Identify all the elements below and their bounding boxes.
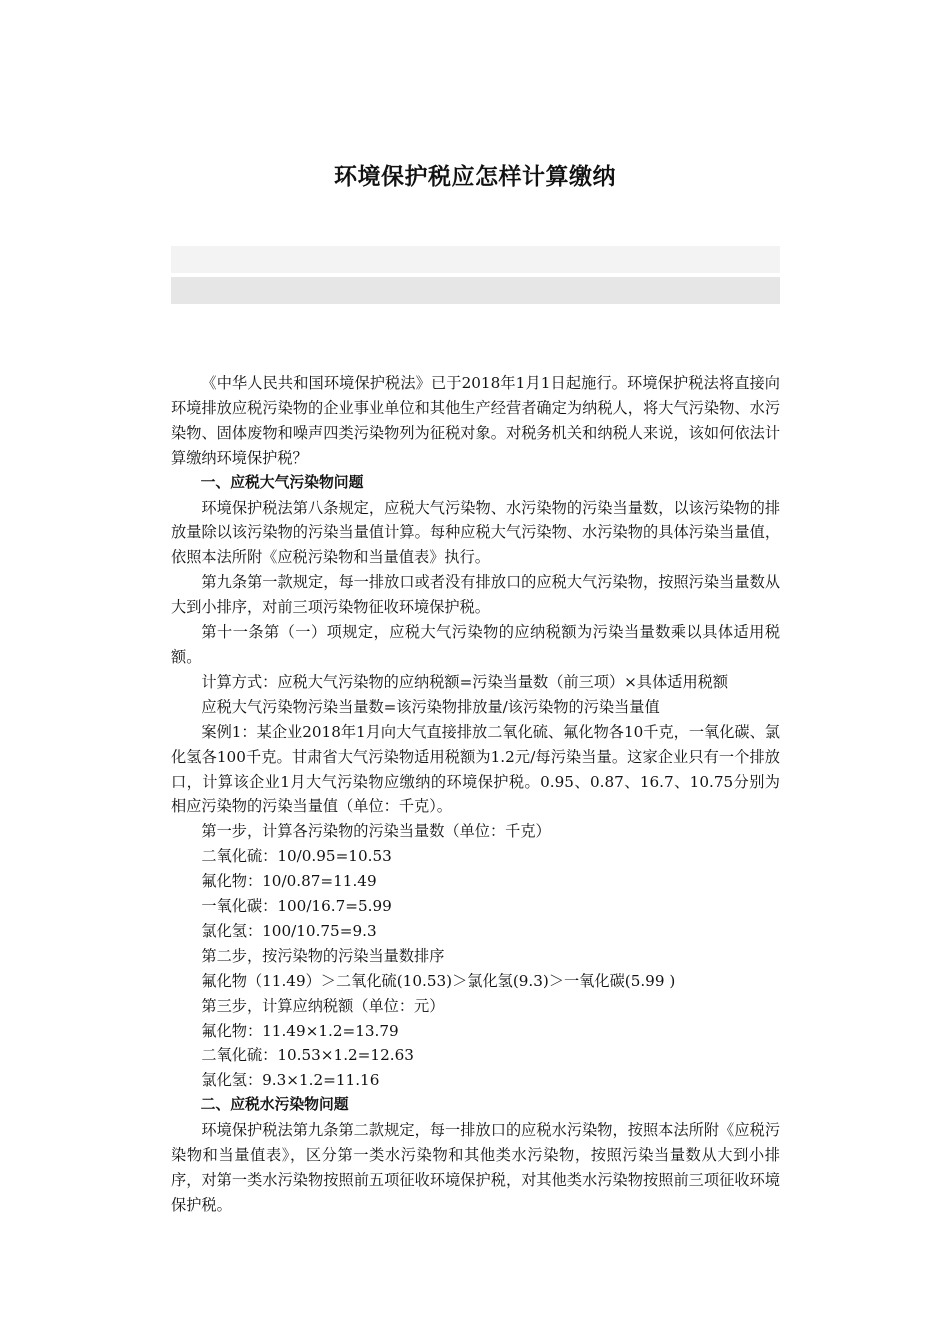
formula-tax-amount: 计算方式：应税大气污染物的应纳税额=污染当量数（前三项）×具体适用税额 <box>201 672 729 691</box>
paragraph-article-11: 第十一条第（一）项规定，应税大气污染物的应纳税额为污染当量数乘以具体适用税额。 <box>171 623 780 666</box>
calc-hydrogen-chloride: 氯化氢：100/10.75=9.3 <box>201 921 377 940</box>
document-body <box>171 371 780 1218</box>
formula-pollution-equivalent: 应税大气污染物污染当量数=该污染物排放量/该污染物的污染当量值 <box>201 697 660 716</box>
ranking-line: 氟化物（11.49）＞二氧化硫(10.53)＞氯化氢(9.3)＞一氧化碳(5.99 ) <box>201 971 676 990</box>
tax-hydrogen-chloride: 氯化氢：9.3×1.2=11.16 <box>201 1071 380 1090</box>
document-title: 环境保护税应怎样计算缴纳 <box>334 164 616 190</box>
step-2-label: 第二步，按污染物的污染当量数排序 <box>201 946 445 965</box>
step-1-label: 第一步，计算各污染物的污染当量数（单位：千克） <box>201 822 551 841</box>
section-heading-water: 二、应税水污染物问题 <box>200 1096 349 1114</box>
paragraph-article-9: 第九条第一款规定，每一排放口或者没有排放口的应税大气污染物，按照污染当量数从大到小排序，对前三项污染物征收环境保护税。 <box>171 573 780 617</box>
step-3-label: 第三步，计算应纳税额（单位：元） <box>201 996 445 1015</box>
calc-fluoride: 氟化物：10/0.87=11.49 <box>201 872 377 891</box>
paragraph-article-8: 环境保护税法第八条规定，应税大气污染物、水污染物的污染当量数，以该污染物的排放量除以该污染物的污染当量值计算。每种应税大气污染物、水污染物的具体污染当量值，依照本法所附《应税污染物和当量值表》执行。 <box>171 498 780 567</box>
tax-sulfur-dioxide: 二氧化硫：10.53×1.2=12.63 <box>201 1046 414 1065</box>
tax-fluoride: 氟化物：11.49×1.2=13.79 <box>201 1021 399 1040</box>
gray-banner-bottom <box>171 277 780 304</box>
case-1-paragraph: 案例1：某企业2018年1月向大气直接排放二氧化硫、氟化物各10千克，一氧化碳、氯化氢各100千克。甘肃省大气污染物适用税额为1.2元/每污染当量。这家企业只有一个排放口，计算该企业1月大气污染物应缴纳的环境保护税。0.95、0.87、16.7、10.75分别为相应污染物的污染当量值（单位：千克）。 <box>171 722 780 816</box>
section-heading-air: 一、应税大气污染物问题 <box>200 473 364 491</box>
calc-carbon-monoxide: 一氧化碳：100/16.7=5.99 <box>201 897 392 916</box>
paragraph-article-9-clause-2: 环境保护税法第九条第二款规定，每一排放口的应税水污染物，按照本法所附《应税污染物和当量值表》，区分第一类水污染物和其他类水污染物，按照污染当量数从大到小排序，对第一类水污染物按照前五项征收环境保护税，对其他类水污染物按照前三项征收环境保护税。 <box>171 1121 780 1214</box>
intro-paragraph: 《中华人民共和国环境保护税法》已于2018年1月1日起施行。环境保护税法将直接向环境排放应税污染物的企业事业单位和其他生产经营者确定为纳税人，将大气污染物、水污染物、固体废物和噪声四类污染物列为征税对象。对税务机关和纳税人来说，该如何依法计算缴纳环境保护税？ <box>171 374 780 467</box>
calc-sulfur-dioxide: 二氧化硫：10/0.95=10.53 <box>201 847 392 866</box>
gray-banner-top <box>171 246 780 273</box>
